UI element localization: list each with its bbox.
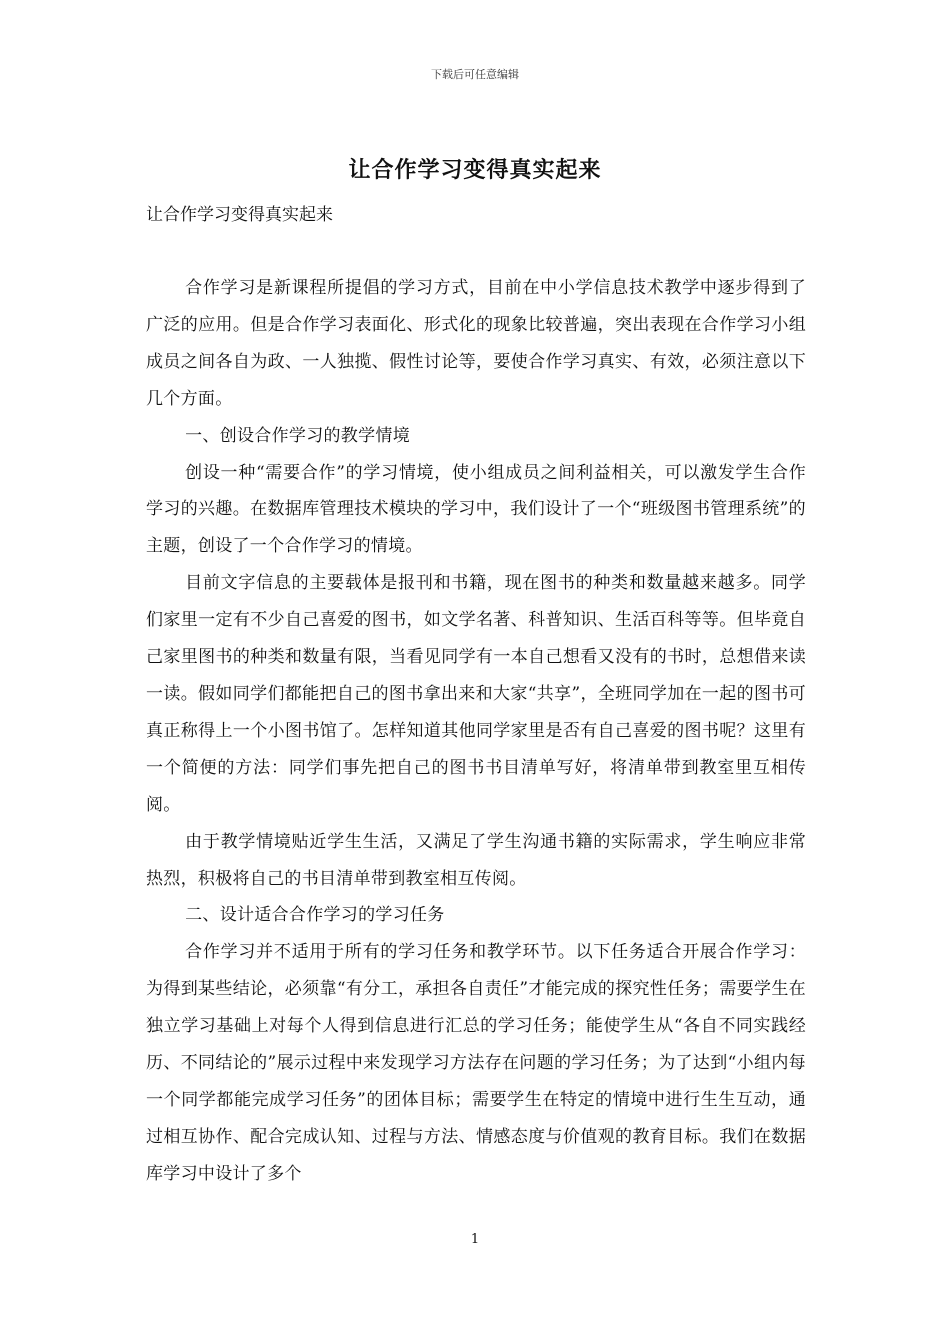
paragraph: 创设一种“需要合作”的学习情境，使小组成员之间利益相关，可以激发学生合作学习的兴趣。在数据库管理技术模块的学习中，我们设计了一个“班级图书管理系统”的主题，创设了一个合作学习的情境。: [146, 462, 806, 557]
paragraph: 合作学习并不适用于所有的学习任务和教学环节。以下任务适合开展合作学习：为得到某些结论，必须靠“有分工，承担各自责任”才能完成的探究性任务；需要学生在独立学习基础上对每个人得到信息进行汇总的学习任务；能使学生从“各自不同实践经历、不同结论的”展示过程中来发现学习方法存在问题的学习任务；为了达到“小组内每一个同学都能完成学习任务”的团体目标；需要学生在特定的情境中进行生生互动，通过相互协作、配合完成认知、过程与方法、情感态度与价值观的教育目标。我们在数据库学习中设计了多个: [146, 942, 806, 1184]
page-number: 1: [470, 1232, 480, 1247]
paragraph: 目前文字信息的主要载体是报刊和书籍，现在图书的种类和数量越来越多。同学们家里一定有不少自己喜爱的图书，如文学名著、科普知识、生活百科等等。但毕竟自己家里图书的种类和数量有限，当看见同学有一本自己想看又没有的书时，总想借来读一读。假如同学们都能把自己的图书拿出来和大家“共享”，全班同学加在一起的图书可真正称得上一个小图书馆了。怎样知道其他同学家里是否有自己喜爱的图书呢？这里有一个简便的方法：同学们事先把自己的图书书目清单写好，将清单带到教室里互相传阅。: [146, 573, 806, 815]
section-heading-2: 二、设计适合合作学习的学习任务: [185, 905, 445, 926]
paragraph: 由于教学情境贴近学生生活，又满足了学生沟通书籍的实际需求，学生响应非常热烈，积极将自己的书目清单带到教室相互传阅。: [146, 831, 806, 889]
document-title: 让合作学习变得真实起来: [348, 157, 602, 183]
paragraph-intro: 合作学习是新课程所提倡的学习方式，目前在中小学信息技术教学中逐步得到了广泛的应用。但是合作学习表面化、形式化的现象比较普遍，突出表现在合作学习小组成员之间各自为政、一人独揽、假性讨论等，要使合作学习真实、有效，必须注意以下几个方面。: [146, 278, 806, 409]
document-body: [146, 270, 806, 1193]
section-heading-1: 一、创设合作学习的教学情境: [185, 425, 410, 446]
document-subtitle: 让合作学习变得真实起来: [146, 205, 333, 225]
header-note: 下载后可任意编辑: [431, 68, 519, 81]
